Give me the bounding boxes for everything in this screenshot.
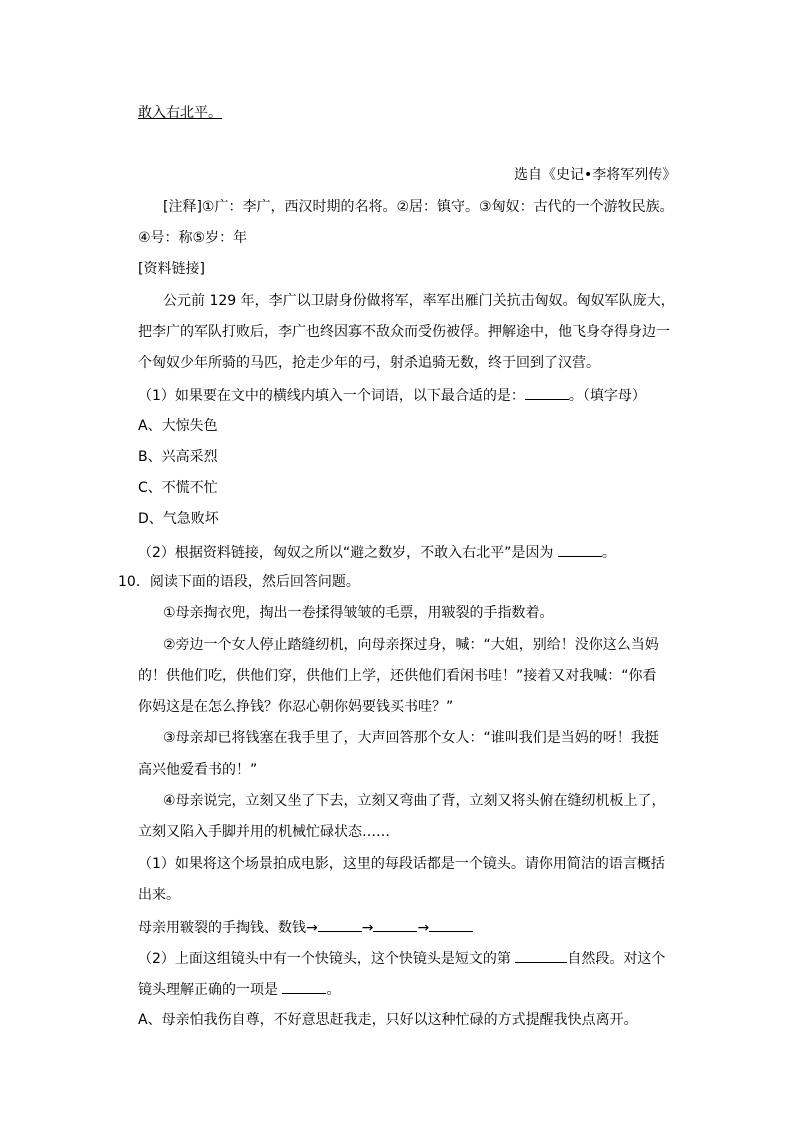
q10-para-4-line: 立刻又陷入手脚并用的机械忙碌状态……	[138, 824, 390, 840]
q10-para-2-line: 你妈这是在怎么挣钱？你忍心朝你妈要钱买书哇？”	[138, 699, 454, 715]
option-b: B、兴高采烈	[138, 449, 218, 465]
answer-blank[interactable]	[558, 542, 602, 557]
answer-blank[interactable]	[318, 917, 362, 932]
q10-para-2-line: ②旁边一个女人停止踏缝纫机，向母亲探过身，喊：“大姐，别给！没你这么当妈	[163, 637, 659, 653]
link-para-line: 个匈奴少年所骑的马匹，抢走少年的弓，射杀追骑无数，终于回到了汉营。	[138, 355, 600, 371]
answer-blank[interactable]	[429, 917, 473, 932]
answer-blank[interactable]	[282, 979, 326, 994]
q10-option-a: A、母亲怕我伤自尊，不好意思赶我走，只好以这种忙碌的方式提醒我快点离开。	[138, 1012, 638, 1028]
source-citation: 选自《史记•李将军列传》	[514, 167, 677, 183]
q10-sub2-suffix: 自然段。对这个	[567, 951, 666, 967]
option-c: C、不慌不忙	[138, 480, 218, 496]
q10-para-3-line: 高兴他爱看书的！”	[138, 762, 258, 778]
q9-sub2	[138, 542, 616, 562]
q10-sub2-line-2	[138, 979, 340, 999]
link-para-line: 公元前 129 年，李广以卫尉身份做将军，率军出雁门关抗击匈奴。匈奴军队庞大，	[163, 293, 675, 309]
q9-sub1	[138, 385, 646, 405]
link-heading: [资料链接]	[138, 261, 205, 277]
answer-blank[interactable]	[373, 917, 417, 932]
q10-sub2-prefix-2: 镜头理解正确的一项是	[138, 982, 283, 998]
arrow-icon: →	[361, 920, 374, 936]
passage-end: 敢入右北平。	[138, 105, 222, 121]
option-a: A、大惊失色	[138, 418, 218, 434]
q10-sub2-prefix: （2）上面这组镜头中有一个快镜头，这个快镜头是短文的第	[138, 951, 516, 967]
arrow-icon: →	[417, 920, 430, 936]
q10-para-2-line: 的！供他们吃，供他们穿，供他们上学，还供他们看闲书哇！”接着又对我喊：“你看	[138, 668, 657, 684]
q10-sub1-line: （1）如果将这个场景拍成电影，这里的每段话都是一个镜头。请你用简洁的语言概括	[138, 856, 665, 872]
notes-line-2: ④号：称⑤岁：年	[138, 230, 248, 246]
q10-sub2-line-1	[138, 948, 665, 968]
chain-start: 母亲用皲裂的手掏钱、数钱	[138, 920, 306, 936]
q9-sub2-prefix: （2）根据资料链接，匈奴之所以“避之数岁，不敢入右北平”是因为	[138, 545, 558, 561]
q10-chain	[138, 917, 473, 937]
arrow-icon: →	[306, 920, 318, 936]
link-para-line: 把李广的军队打败后，李广也终因寡不敌众而受伤被俘。押解途中，他飞身夺得身边一	[138, 324, 670, 340]
q9-sub1-prefix: （1）如果要在文中的横线内填入一个词语，以下最合适的是：	[138, 388, 525, 404]
q10-para-1: ①母亲掏衣兜，掏出一卷揉得皱皱的毛票，用皲裂的手指数着。	[163, 605, 554, 621]
q10-sub2-suffix-2: 。	[326, 982, 341, 998]
answer-blank[interactable]	[525, 385, 569, 400]
q10-para-4-line: ④母亲说完，立刻又坐了下去，立刻又弯曲了背，立刻又将头俯在缝纫机板上了，	[163, 793, 666, 809]
q10-title: 10．阅读下面的语段，然后回答问题。	[118, 574, 360, 590]
option-d: D、气急败坏	[138, 511, 219, 527]
q9-sub2-suffix: 。	[601, 545, 616, 561]
q9-sub1-suffix: 。（填字母）	[568, 388, 646, 404]
answer-blank[interactable]	[515, 948, 567, 963]
notes-line-1: [注释]①广：李广，西汉时期的名将。②居：镇守。③匈奴：古代的一个游牧民族。	[163, 199, 674, 215]
q10-para-3-line: ③母亲却已将钱塞在我手里了，大声回答那个女人：“谁叫我们是当妈的呀！我挺	[163, 730, 659, 746]
q10-sub1-line: 出来。	[138, 887, 180, 903]
